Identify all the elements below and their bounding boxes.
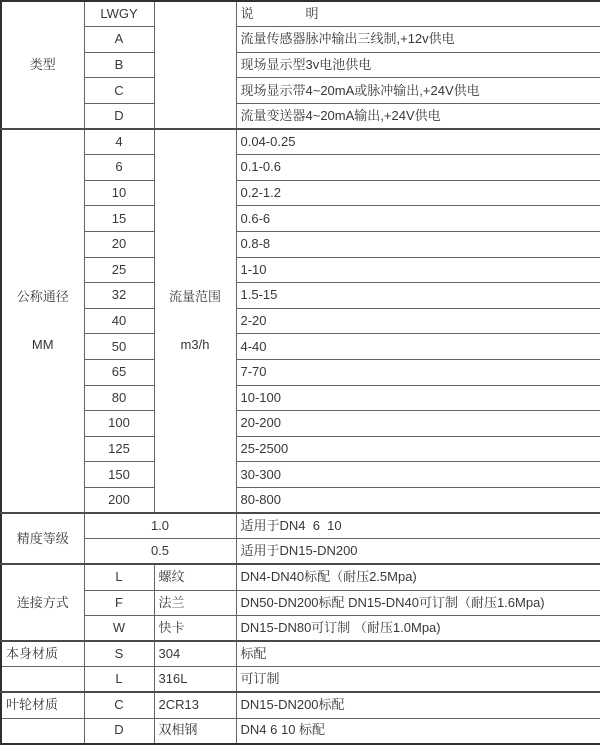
diameter-label-line1: 公称通径 [16,288,69,304]
flow-range-value: 0.6-6 [236,206,600,232]
connection-desc: DN50-DN200标配 DN15-DN40可订制（耐压1.6Mpa) [236,590,600,616]
connection-desc: DN4-DN40标配（耐压2.5Mpa) [236,564,600,590]
connection-name: 螺纹 [154,564,236,590]
type-code: A [84,27,154,53]
dn-value: 200 [84,488,154,514]
accuracy-value: 0.5 [84,539,236,565]
material-name: 316L [154,667,236,693]
flow-range-value: 1.5-15 [236,283,600,309]
flow-range-value: 10-100 [236,385,600,411]
connection-code: W [84,616,154,642]
connection-desc: DN15-DN80可订制 （耐压1.0Mpa) [236,616,600,642]
type-desc: 现场显示带4~20mA或脉冲输出,+24V供电 [236,78,600,104]
dn-value: 10 [84,180,154,206]
accuracy-section-label: 精度等级 [1,513,84,564]
body-material-section-label: 本身材质 [1,641,84,667]
type-code: B [84,52,154,78]
type-section-label: 类型 [1,1,84,129]
impeller-material-empty-label [1,718,84,744]
diameter-section-label [1,129,84,513]
connection-name: 快卡 [154,616,236,642]
dn-value: 150 [84,462,154,488]
dn-value: 50 [84,334,154,360]
connection-code: L [84,564,154,590]
flow-range-value: 25-2500 [236,436,600,462]
body-material-empty-label [1,667,84,693]
dn-value: 125 [84,436,154,462]
description-header: 说 明 [236,1,600,27]
flow-range-value: 2-20 [236,308,600,334]
flow-range-value: 30-300 [236,462,600,488]
material-desc: 标配 [236,641,600,667]
impeller-material-section-label: 叶轮材质 [1,692,84,718]
material-code: C [84,692,154,718]
flow-range-value: 0.1-0.6 [236,155,600,181]
connection-section-label: 连接方式 [1,564,84,641]
flow-range-value: 20-200 [236,411,600,437]
flow-range-value: 1-10 [236,257,600,283]
dn-value: 6 [84,155,154,181]
connection-name: 法兰 [154,590,236,616]
dn-value: 40 [84,308,154,334]
dn-value: 100 [84,411,154,437]
flow-range-value: 7-70 [236,360,600,386]
model-code-header: LWGY [84,1,154,27]
flow-range-value: 80-800 [236,488,600,514]
flow-range-label-line1: 流量范围 [168,288,221,304]
diameter-label-line2: MM [31,337,54,353]
dn-value: 4 [84,129,154,155]
flow-range-value: 4-40 [236,334,600,360]
material-name: 2CR13 [154,692,236,718]
material-name: 双相钢 [154,718,236,744]
dn-value: 25 [84,257,154,283]
material-desc: DN15-DN200标配 [236,692,600,718]
dn-value: 20 [84,231,154,257]
material-code: D [84,718,154,744]
material-code: S [84,641,154,667]
accuracy-desc: 适用于DN4 6 10 [236,513,600,539]
flow-range-label [154,129,236,513]
type-section-spacer-cell [154,1,236,129]
dn-value: 32 [84,283,154,309]
flow-range-label-line2: m3/h [180,337,210,353]
flow-range-value: 0.2-1.2 [236,180,600,206]
accuracy-value: 1.0 [84,513,236,539]
material-code: L [84,667,154,693]
type-desc: 流量传感器脉冲输出三线制,+12v供电 [236,27,600,53]
type-desc: 流量变送器4~20mA输出,+24V供电 [236,103,600,129]
type-code: C [84,78,154,104]
flow-range-value: 0.04-0.25 [236,129,600,155]
dn-value: 80 [84,385,154,411]
type-code: D [84,103,154,129]
connection-code: F [84,590,154,616]
material-name: 304 [154,641,236,667]
flow-range-value: 0.8-8 [236,231,600,257]
material-desc: DN4 6 10 标配 [236,718,600,744]
type-desc: 现场显示型3v电池供电 [236,52,600,78]
dn-value: 65 [84,360,154,386]
material-desc: 可订制 [236,667,600,693]
accuracy-desc: 适用于DN15-DN200 [236,539,600,565]
dn-value: 15 [84,206,154,232]
